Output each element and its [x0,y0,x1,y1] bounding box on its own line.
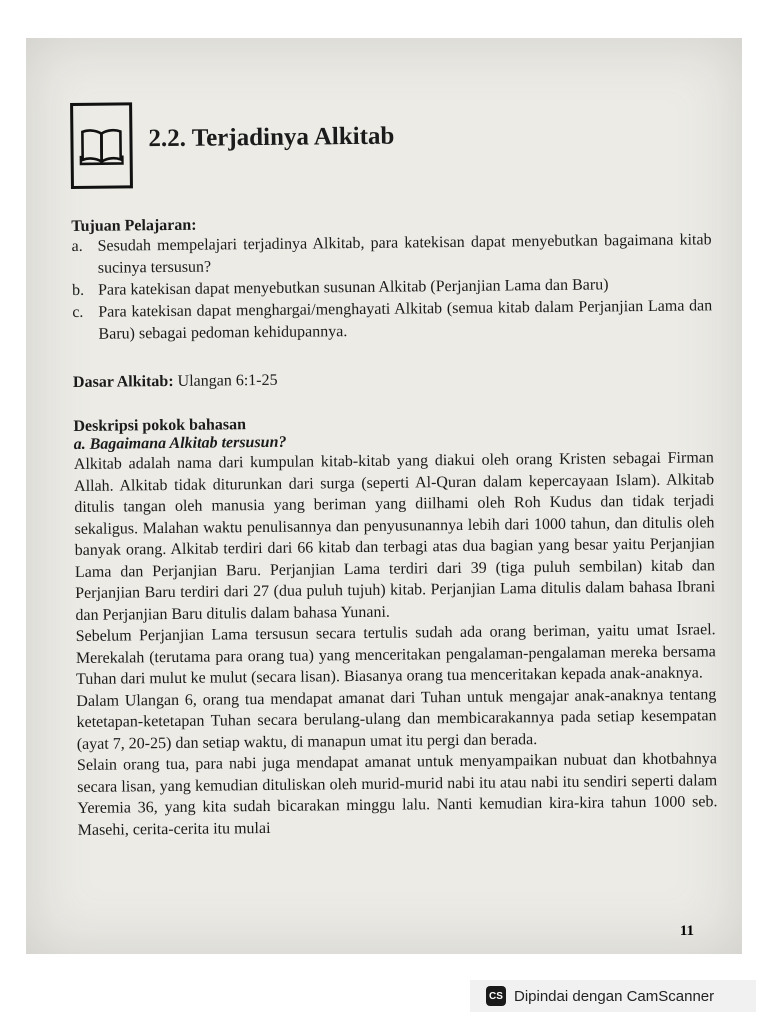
description-section [73,411,717,841]
list-marker: b. [71,281,85,299]
list-item [71,229,711,280]
body-paragraph: Dalam Ulangan 6, orang tua mendapat amanat dari Tuhan untuk mengajar anak-anaknya tentang ketetapan-ketetapan Tuhan secara berulang-ulang dan membicarakannya pada setiap kesempatan (ayat 7, 20-25) dan setiap waktu, di manapun umat itu pergi dan berada. [76,685,717,753]
chapter-header [70,89,711,196]
objective-text: Sesudah mempelajari terjadinya Alkitab, para katekisan dapat menyebutkan bagaimana kitab sucinya tersusun? [97,231,712,277]
camscanner-logo-icon: CS [486,986,506,1006]
objective-text: Para katekisan dapat menyebutkan susunan Alkitab (Perjanjian Lama dan Baru) [97,276,609,299]
body-paragraph: Alkitab adalah nama dari kumpulan kitab-kitab yang diakui oleh orang Kristen sebagai Firman Allah. Alkitab tidak diturunkan dari surga (seperti Al-Quran dalam kepercayaan Islam). Alkitab ditulis tangan oleh manusia yang beriman yang diilhami oleh Roh Kudus dan tidak terjadi sekaligus. Malahan waktu penulisannya dan penyusunannya lebih dari 1000 tahun, dan ditulis oleh banyak orang. Alkitab terdiri dari 66 kitab dan terbagi atas dua bagian yang besar yaitu Perjanjian Lama dan Perjanjian Baru. Perjanjian Lama terdiri dari 39 (tiga puluh sembilan) kitab dan Perjanjian Baru terdiri dari 27 (dua puluh tujuh) kitab. Perjanjian Lama ditulis dalam bahasa Ibrani dan Perjanjian Baru ditulis dalam bahasa Yunani. [73,449,716,624]
camscanner-footer [470,980,756,1012]
page-title: 2.2. Terjadinya Alkitab [148,122,395,153]
camscanner-text: Dipindai dengan CamScanner [514,987,715,1005]
description-subheading: a. Bagaimana Alkitab tersusun? [73,433,287,453]
dasar-label: Dasar Alkitab: [72,372,174,391]
list-item [72,295,712,346]
objectives-label: Tujuan Pelajaran: [71,216,197,235]
list-marker: a. [71,237,83,255]
page-content [70,89,718,841]
open-book-icon [70,102,133,189]
objectives-list [71,229,712,346]
body-paragraph: Selain orang tua, para nabi juga mendapat amanat untuk menyampaikan nubuat dan khotbahnya secara lisan, yang kemudian dituliskan oleh murid-murid nabi itu atau nabi itu sendiri seperti dalam Yeremia 36, yang kita sudah bicarakan minggu lalu. Nanti kemudian kira-kira tahun 1000 seb. Masehi, cerita-cerita itu mulai [76,750,718,839]
dasar-reference: Ulangan 6:1-25 [173,371,278,390]
description-label: Deskripsi pokok bahasan [73,416,247,435]
page-number: 11 [679,923,694,939]
list-marker: c. [72,303,84,321]
objectives-section [71,211,712,346]
objective-text: Para katekisan dapat menghargai/menghayati Alkitab (semua kitab dalam Perjanjian Lama dan Baru) sebagai pedoman kehidupannya. [98,297,713,343]
body-paragraph: Sebelum Perjanjian Lama tersusun secara tertulis sudah ada orang beriman, yaitu umat Israel. Merekalah (terutama para orang tua) yang menceritakan pengalaman-pengalaman mereka bersama Tuhan dari mulut ke mulut (secara lisan). Biasanya orang tua menceritakan kepada anak-anaknya. [75,621,716,688]
scanned-page [26,38,742,954]
